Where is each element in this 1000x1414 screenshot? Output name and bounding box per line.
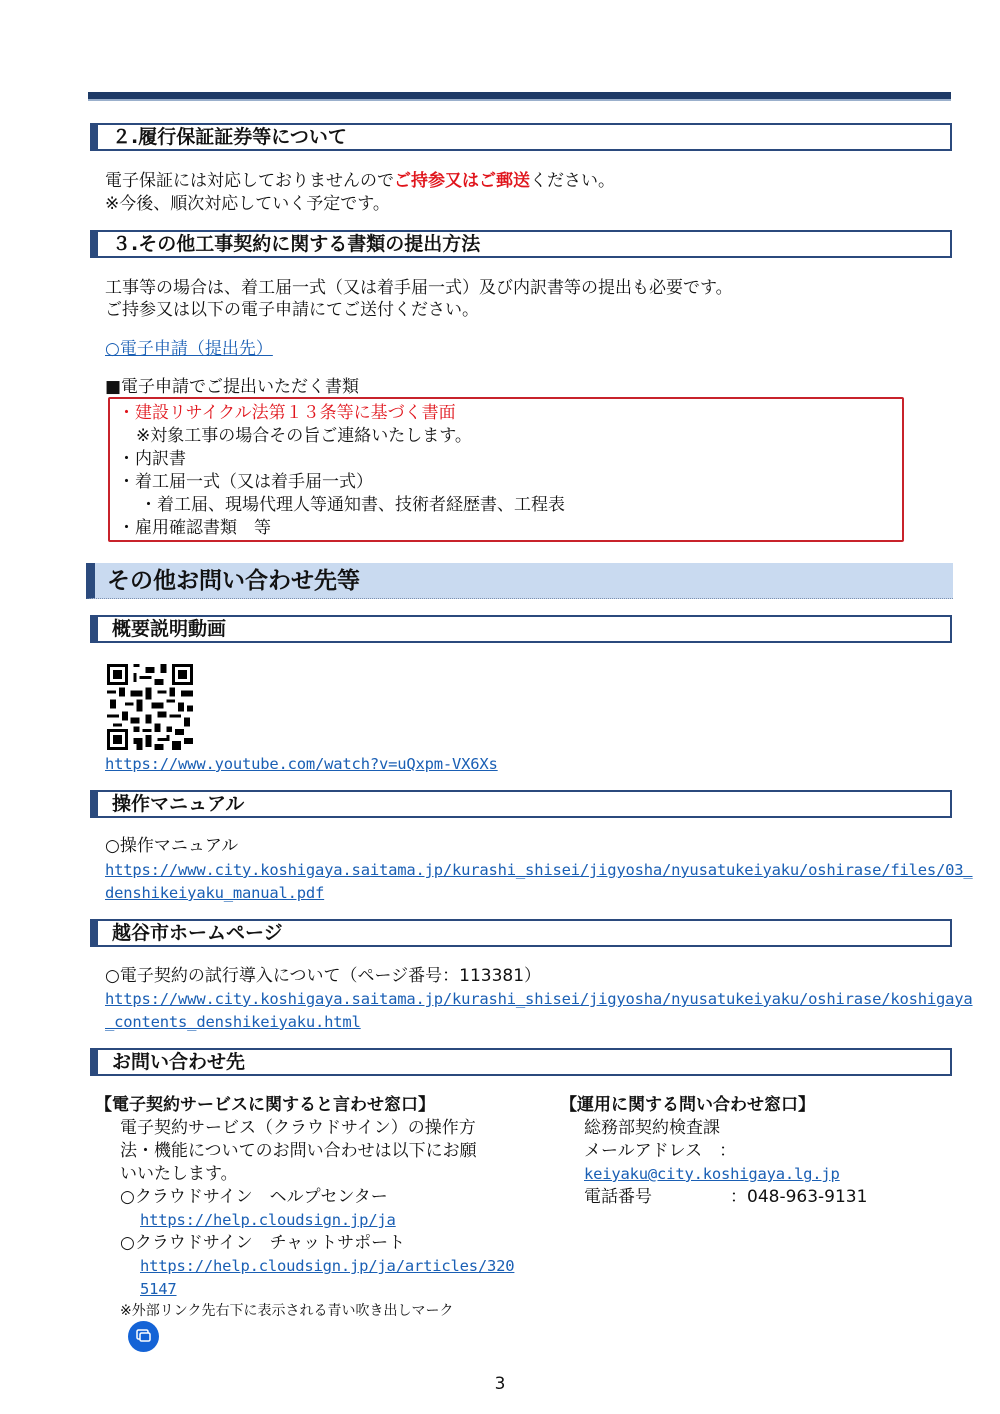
top-rule: [88, 92, 951, 101]
service-contact-desc: 電子契約サービス（クラウドサイン）の操作方: [120, 1118, 476, 1138]
help-center-label: ○クラウドサイン ヘルプセンター: [120, 1187, 388, 1207]
emphasis-text: ご持参又はご郵送: [394, 171, 530, 191]
chat-support-label: ○クラウドサイン チャットサポート: [120, 1233, 406, 1253]
chat-support-link-cont[interactable]: 5147: [140, 1280, 177, 1298]
video-url-link[interactable]: https://www.youtube.com/watch?v=uQxpm-VX6Xs: [105, 755, 498, 773]
homepage-url-link-cont[interactable]: _contents_denshikeiyaku.html: [105, 1013, 361, 1031]
phone-number: ：048-963-9131: [730, 1187, 868, 1207]
subheading-manual: 操作マニュアル: [90, 790, 952, 818]
performance-bond-note: ※今後、順次対応していく予定です。: [105, 194, 390, 214]
submission-text-2: ご持参又は以下の電子申請にてご送付ください。: [105, 300, 479, 320]
service-contact-title: 【電子契約サービスに関すると言わせ窓口】: [95, 1095, 435, 1115]
document-item-note: ※対象工事の場合その旨ご連絡いたします。: [136, 426, 472, 446]
e-application-link[interactable]: ○電子申請（提出先）: [105, 339, 273, 359]
operation-contact-dept: 総務部契約検査課: [584, 1118, 720, 1138]
subheading-homepage: 越谷市ホームページ: [90, 919, 952, 947]
performance-bond-text: 電子保証には対応しておりませんのでご持参又はご郵送ください。: [105, 171, 615, 191]
document-item: ・着工届一式（又は着手届一式）: [118, 472, 373, 492]
section-heading-performance-bond: ２.履行保証証券等について: [90, 123, 952, 151]
manual-url-link-cont[interactable]: denshikeiyaku_manual.pdf: [105, 884, 325, 902]
section-heading-submission: ３.その他工事契約に関する書類の提出方法: [90, 230, 952, 258]
email-link[interactable]: keiyaku@city.koshigaya.lg.jp: [584, 1165, 840, 1183]
qr-code-icon: [107, 664, 193, 750]
document-item: ・建設リサイクル法第１３条等に基づく書面: [118, 403, 456, 423]
email-label: メールアドレス ：: [584, 1141, 737, 1161]
subheading-video: 概要説明動画: [90, 615, 952, 643]
document-item: ・雇用確認書類 等: [118, 518, 271, 538]
phone-label: 電話番号: [584, 1187, 652, 1207]
document-item: ・着工届、現場代理人等通知書、技術者経歴書、工程表: [140, 495, 565, 515]
section-heading-contact: その他お問い合わせ先等: [86, 563, 953, 599]
chat-bubble-note: ※外部リンク先右下に表示される青い吹き出しマーク: [120, 1303, 454, 1319]
homepage-label: ○電子契約の試行導入について（ページ番号：113381）: [105, 966, 542, 986]
service-contact-desc: 法・機能についてのお問い合わせは以下にお願: [120, 1141, 477, 1161]
subheading-inquiry: お問い合わせ先: [90, 1048, 952, 1076]
manual-label: ○操作マニュアル: [105, 836, 239, 856]
submission-text-1: 工事等の場合は、着工届一式（又は着手届一式）及び内訳書等の提出も必要です。: [105, 278, 733, 298]
service-contact-desc: いいたします。: [120, 1164, 238, 1184]
manual-url-link[interactable]: https://www.city.koshigaya.saitama.jp/kurashi_shisei/jigyosha/nyusatukeiyaku/oshirase/files/03_: [105, 861, 973, 879]
help-center-link[interactable]: https://help.cloudsign.jp/ja: [140, 1211, 396, 1229]
chat-support-link[interactable]: https://help.cloudsign.jp/ja/articles/320: [140, 1257, 515, 1275]
page-number: 3: [494, 1374, 506, 1394]
chat-bubble-icon: [128, 1321, 159, 1352]
operation-contact-title: 【運用に関する問い合わせ窓口】: [560, 1095, 815, 1115]
document-list-title: ■電子申請でご提出いただく書類: [105, 377, 360, 397]
homepage-url-link[interactable]: https://www.city.koshigaya.saitama.jp/kurashi_shisei/jigyosha/nyusatukeiyaku/oshirase/koshigaya: [105, 990, 973, 1008]
document-item: ・内訳書: [118, 449, 186, 469]
